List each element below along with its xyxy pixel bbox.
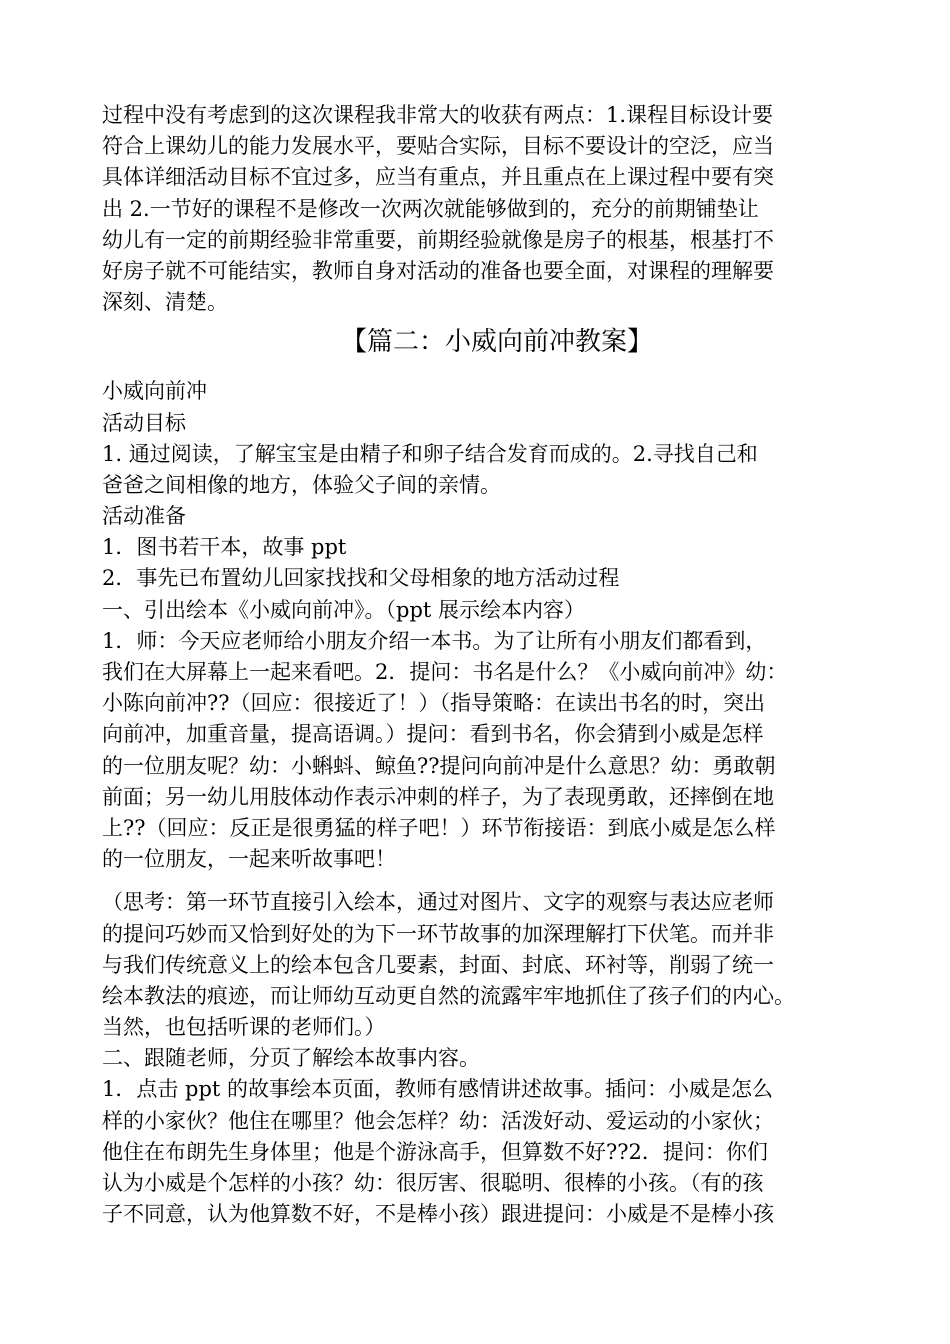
text-line: 1．师：今天应老师给小朋友介绍一本书。为了让所有小朋友们都看到， — [102, 628, 767, 653]
reflection-body — [102, 887, 862, 1230]
text-line: 符合上课幼儿的能力发展水平，要贴合实际，目标不要设计的空泛，应当 — [102, 134, 774, 159]
text-line: 好房子就不可能结实，教师自身对活动的准备也要全面，对课程的理解要 — [102, 258, 774, 283]
text-line: 我们在大屏幕上一起来看吧。2．提问：书名是什么？《小威向前冲》幼： — [102, 660, 788, 684]
text-line: 样的小家伙？他住在哪里？他会怎样？幼：活泼好动、爱运动的小家伙； — [102, 1108, 774, 1133]
text-line: 爸爸之间相像的地方，体验父子间的亲情。 — [102, 472, 501, 497]
text-line: 绘本教法的痕迹，而让师幼互动更自然的流露牢牢地抓住了孩子们的内心。 — [102, 983, 795, 1008]
text-line: 深刻、清楚。 — [102, 290, 228, 315]
text-line: 上??（回应：反正是很勇猛的样子吧！）环节衔接语：到底小威是怎么样 — [102, 815, 776, 840]
text-line: 子不同意，认为他算数不好，不是棒小孩）跟进提问：小威是不是棒小孩 — [102, 1202, 774, 1227]
heading-preparation: 活动准备 — [102, 504, 186, 529]
text-line: 向前冲，加重音量，提高语调。）提问：看到书名，你会猜到小威是怎样 — [102, 722, 764, 747]
text-line: 出 2.一节好的课程不是修改一次两次就能够做到的，充分的前期铺垫让 — [102, 196, 759, 221]
text-line: 的提问巧妙而又恰到好处的为下一环节故事的加深理解打下伏笔。而并非 — [102, 921, 774, 946]
text-line: 1．图书若干本，故事 ppt — [102, 535, 347, 560]
text-line: 2．事先已布置幼儿回家找找和父母相象的地方活动过程 — [102, 566, 620, 591]
text-line: 具体详细活动目标不宜过多，应当有重点，并且重点在上课过程中要有突 — [102, 165, 774, 190]
lesson-body — [102, 376, 862, 875]
paragraph-gap — [102, 875, 862, 887]
text-line: 的一位朋友呢？幼：小蝌蚪、鲸鱼??提问向前冲是什么意思？幼：勇敢朝 — [102, 753, 776, 778]
text-line: 与我们传统意义上的绘本包含几要素，封面、封底、环衬等，削弱了统一 — [102, 952, 774, 977]
text-line: 的一位朋友，一起来听故事吧！ — [102, 847, 396, 872]
text-line: 1．点击 ppt 的故事绘本页面，教师有感情讲述故事。插问：小威是怎么 — [102, 1077, 774, 1102]
text-line: 当然，也包括听课的老师们。） — [102, 1015, 386, 1040]
document-page — [102, 100, 862, 1230]
text-line: 前面；另一幼儿用肢体动作表示冲刺的样子，为了表现勇敢，还摔倒在地 — [102, 784, 774, 809]
heading-objectives: 活动目标 — [102, 410, 186, 435]
text-line: 二、跟随老师，分页了解绘本故事内容。 — [102, 1046, 480, 1071]
intro-paragraph — [102, 100, 862, 318]
section-title: 【篇二：小威向前冲教案】 — [340, 327, 653, 358]
text-line: 一、引出绘本《小威向前冲》。（ppt 展示绘本内容） — [102, 597, 585, 622]
text-line: 认为小威是个怎样的小孩？幼：很厉害、很聪明、很棒的小孩。（有的孩 — [102, 1171, 764, 1195]
lesson-name: 小威向前冲 — [102, 379, 207, 404]
text-line: 幼儿有一定的前期经验非常重要，前期经验就像是房子的根基，根基打不 — [102, 227, 774, 252]
text-line: 过程中没有考虑到的这次课程我非常大的收获有两点：1.课程目标设计要 — [102, 103, 774, 127]
text-line: 他住在布朗先生身体里；他是个游泳高手，但算数不好??2．提问：你们 — [102, 1139, 768, 1164]
text-line: （思考：第一环节直接引入绘本，通过对图片、文字的观察与表达应老师 — [102, 890, 774, 915]
text-line: 1. 通过阅读，了解宝宝是由精子和卵子结合发育而成的。2.寻找自己和 — [102, 441, 758, 466]
text-line: 小陈向前冲??（回应：很接近了！）（指导策略：在读出书名的时，突出 — [102, 691, 766, 716]
